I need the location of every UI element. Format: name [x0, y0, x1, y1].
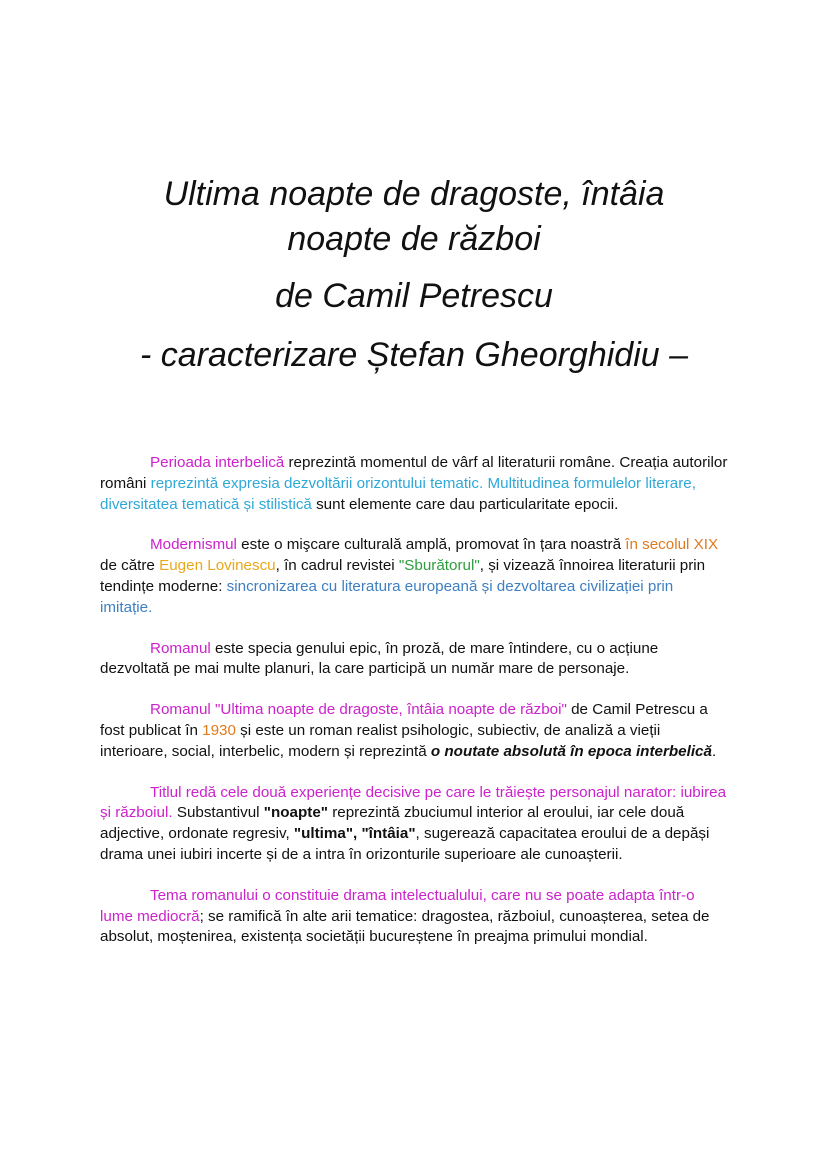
title-subtitle: - caracterizare Ștefan Gheorghidiu –: [139, 336, 689, 374]
document-body: [100, 453, 728, 968]
document-title: [60, 172, 768, 378]
title-line-1: Ultima noapte de dragoste, întâia noapte de război: [163, 175, 665, 258]
paragraph-6: Tema romanului o constituie drama intelectualului, care nu se poate adapta într-o lume mediocră; se ramifică în alte arii tematice: dragostea, războiul, cunoașterea, setea de absolut, moștenirea, existența societății bucureștene în preajma primului mondial.: [100, 886, 710, 946]
paragraph-1: Perioada interbelică reprezintă momentul de vârf al literaturii române. Creația autorilor români reprezintă expresia dezvoltării orizontului tematic. Multitudinea formulelor literare, diversitatea tematică și stilistică sunt elemente care dau particularitate epocii.: [100, 454, 728, 513]
paragraph-3: Romanul este specia genului epic, în proză, de mare întindere, cu o acțiune dezvoltată pe mai multe planuri, la care participă un număr mare de personaje.: [100, 639, 659, 678]
title-author: de Camil Petrescu: [275, 277, 553, 315]
paragraph-4: Romanul "Ultima noapte de dragoste, întâia noapte de război" de Camil Petrescu a fost publicat în 1930 și este un roman realist psihologic, subiectiv, de analiză a vieții interioare, social, interbelic, modern și reprezintă o noutate absolută în epoca interbelică.: [100, 701, 717, 760]
paragraph-2: Modernismul este o mişcare culturală amplă, promovat în țara noastră în secolul XIX de către Eugen Lovinescu, în cadrul revistei "Sburătorul", și vizează înnoirea literaturii prin tendințe moderne: sincronizarea cu literatura europeană și dezvoltarea civilizației prin imitație.: [100, 536, 719, 616]
paragraph-5: Titlul redă cele două experiențe decisive pe care le trăiește personajul narator: iubirea și războiul. Substantivul "noapte" reprezintă zbuciumul interior al eroului, iar cele două adjective, ordonate regresiv, "ultima", "întâia", sugerează capacitatea eroului de a depăși drama unei iubiri incerte și de a intra în orizonturile superioare ale cunoașterii.: [100, 783, 727, 863]
